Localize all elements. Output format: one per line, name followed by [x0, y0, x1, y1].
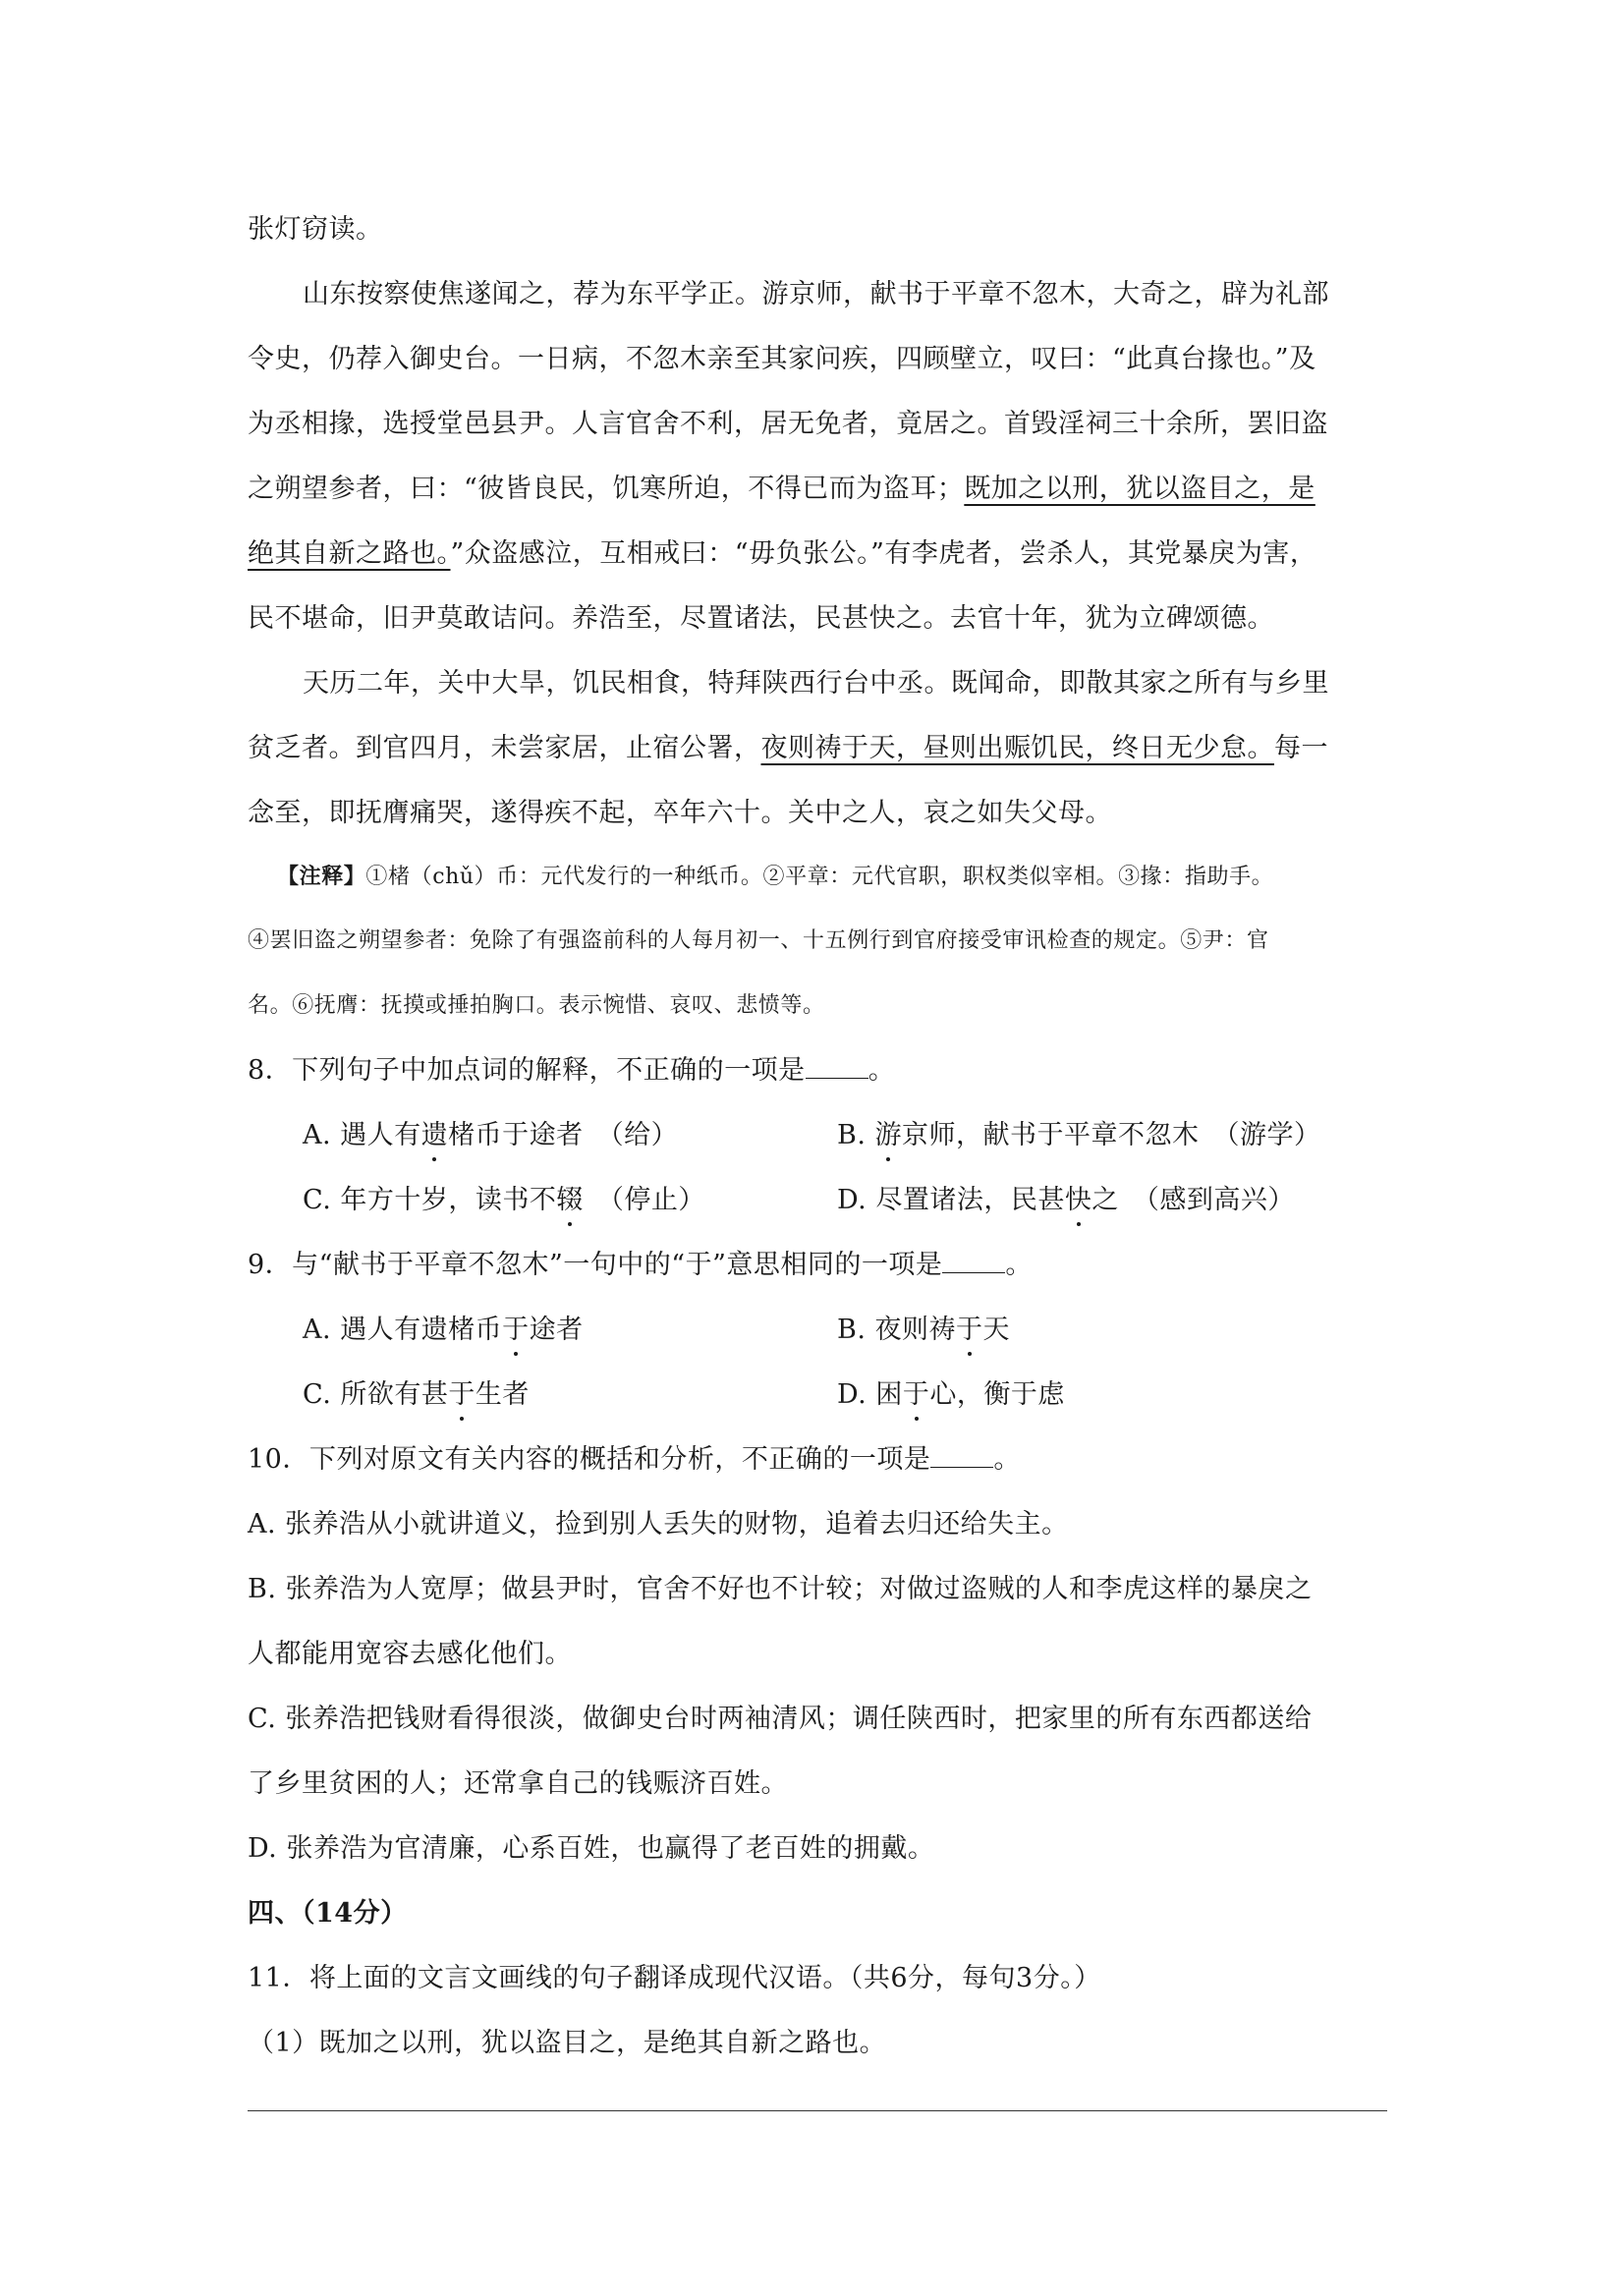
notes-label: 【注释】 [277, 864, 366, 889]
q10-option-b-cont: 人都能用宽容去感化他们。 [248, 1639, 572, 1669]
period: 。 [867, 1055, 896, 1086]
passage-line: 念至，即抚膺痛哭，遂得疾不起，卒年六十。关中之人，哀之如失父母。 [248, 798, 1112, 828]
period: 。 [1005, 1250, 1033, 1280]
dotted-word: 于 [903, 1375, 930, 1415]
passage-line: 张灯窃读。 [248, 214, 383, 245]
passage-line: 天历二年，关中大旱，饥民相食，特拜陕西行台中丞。既闻命，即散其家之所有与乡里 [303, 668, 1329, 699]
underlined-sentence: 夜则祷于天，昼则出赈饥民，终日无少怠。 [760, 733, 1274, 763]
dotted-word: 游 [875, 1116, 903, 1155]
question-11-stem: 11．将上面的文言文画线的句子翻译成现代汉语。（共6分，每句3分。） [248, 1963, 1101, 1993]
question-text: 9．与“献书于平章不忽木”一句中的“于”意思相同的一项是 [248, 1250, 943, 1280]
q9-option-d: D. 困于心，衡于虑 [837, 1375, 1065, 1415]
notes-line [277, 857, 1273, 897]
q10-option-b: B. 张养浩为人宽厚；做县尹时，官舍不好也不计较；对做过盗贼的人和李虎这样的暴戾之 [248, 1574, 1313, 1604]
period: 。 [993, 1444, 1021, 1475]
q9-option-c: C. 所欲有甚于生者 [303, 1375, 530, 1415]
notes-line: ④罢旧盗之朔望参者：免除了有强盗前科的人每月初一、十五例行到官府接受审讯检查的规定。⑤尹：官 [248, 928, 1269, 953]
q10-option-a: A. 张养浩从小就讲道义，捡到别人丢失的财物，追着去归还给失主。 [248, 1509, 1069, 1540]
q8-option-a: A. 遇人有遗楮币于途者 （给） [303, 1116, 678, 1155]
notes-text: ①楮（chǔ）币：元代发行的一种纸币。②平章：元代官职，职权类似宰相。③掾：指助手。 [365, 865, 1274, 889]
passage-text: 贫乏者。到官四月，未尝家居，止宿公署， [248, 733, 761, 763]
passage-text: ”众盗感泣，互相戒曰：“毋负张公。”有李虎者，尝杀人，其党暴戾为害， [450, 538, 1317, 569]
answer-blank[interactable] [942, 1247, 1005, 1273]
question-10-stem [248, 1440, 1021, 1480]
passage-line: 令史，仍荐入御史台。一日病，不忽木亲至其家问疾，四顾壁立，叹曰：“此真台掾也。”及 [248, 344, 1316, 374]
question-8-stem [248, 1051, 895, 1091]
passage-line [248, 534, 1316, 574]
answer-blank[interactable] [806, 1052, 868, 1079]
passage-text: 每一 [1274, 733, 1328, 763]
dotted-word: 于 [448, 1375, 476, 1415]
question-text: 8．下列句子中加点词的解释，不正确的一项是 [248, 1055, 806, 1086]
dotted-word: 于 [956, 1311, 983, 1350]
passage-line [248, 729, 1328, 768]
answer-line[interactable] [248, 2110, 1387, 2111]
q9-option-a: A. 遇人有遗楮币于途者 [303, 1311, 584, 1350]
passage-line: 为丞相掾，选授堂邑县尹。人言官舍不利，居无免者，竟居之。首毁淫祠三十余所，罢旧盗 [248, 409, 1328, 439]
q8-option-d: D. 尽置诸法，民甚快之 （感到高兴） [837, 1181, 1295, 1220]
q8-option-b: B. 游京师，献书于平章不忽木 （游学） [837, 1116, 1321, 1155]
question-9-stem [248, 1246, 1033, 1285]
passage-line: 山东按察使焦遂闻之，荐为东平学正。游京师，献书于平章不忽木，大奇之，辟为礼部 [303, 279, 1329, 309]
question-text: 10．下列对原文有关内容的概括和分析，不正确的一项是 [248, 1444, 931, 1475]
notes-line: 名。⑥抚膺：抚摸或捶拍胸口。表示惋惜、哀叹、悲愤等。 [248, 993, 825, 1018]
q10-option-c-cont: 了乡里贫困的人；还常拿自己的钱赈济百姓。 [248, 1768, 788, 1799]
q9-option-b: B. 夜则祷于天 [837, 1311, 1010, 1350]
dotted-word: 于 [502, 1311, 530, 1350]
underlined-sentence: 绝其自新之路也。 [248, 538, 451, 569]
q10-option-d: D. 张养浩为官清廉，心系百姓，也赢得了老百姓的拥戴。 [248, 1833, 935, 1864]
answer-blank[interactable] [930, 1441, 993, 1468]
passage-line: 民不堪命，旧尹莫敢诘问。养浩至，尽置诸法，民甚快之。去官十年，犹为立碑颂德。 [248, 603, 1274, 634]
q10-option-c: C. 张养浩把钱财看得很淡，做御史台时两袖清风；调任陕西时，把家里的所有东西都送给 [248, 1704, 1313, 1734]
passage-line [248, 470, 1315, 509]
question-11-part-1: （1）既加之以刑，犹以盗目之，是绝其自新之路也。 [248, 2028, 887, 2058]
dotted-word: 快 [1065, 1181, 1092, 1220]
underlined-sentence: 既加之以刑，犹以盗目之，是 [964, 474, 1315, 504]
dotted-word: 遗 [421, 1116, 449, 1155]
section-title: 四、（14分） [248, 1898, 408, 1929]
passage-text: 之朔望参者，曰：“彼皆良民，饥寒所迫，不得已而为盗耳； [248, 474, 965, 504]
dotted-word: 辍 [556, 1181, 584, 1220]
q8-option-c: C. 年方十岁，读书不辍 （停止） [303, 1181, 705, 1220]
